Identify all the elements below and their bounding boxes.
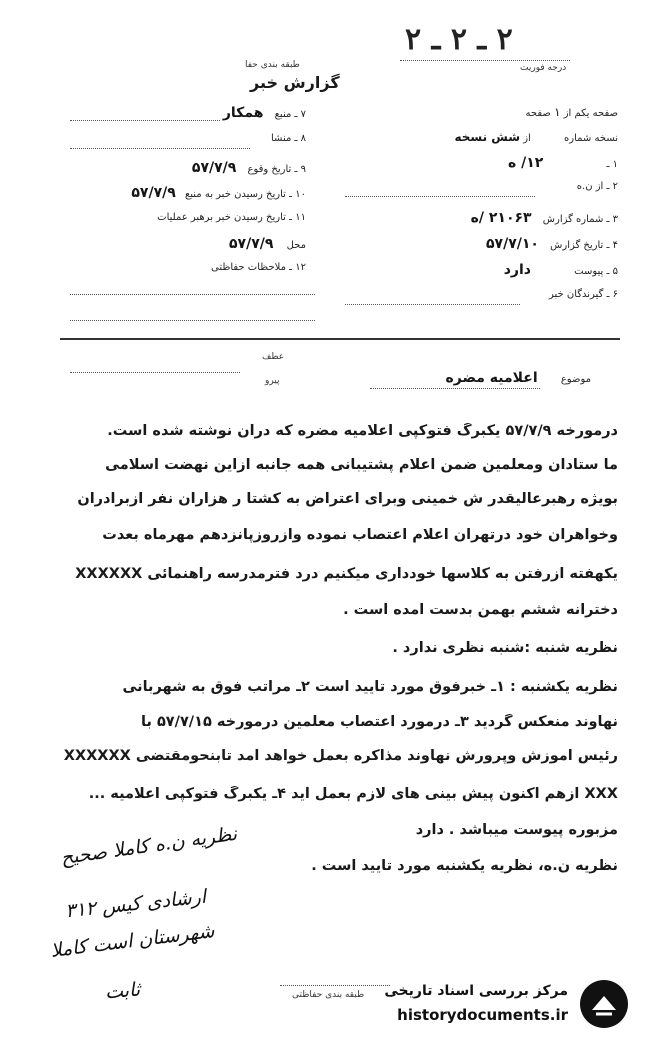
- notes-dotline-1: [70, 294, 315, 295]
- field-4-value: ۵۷/۷/۱۰: [486, 236, 539, 252]
- report-title: گزارش خبر: [250, 73, 340, 92]
- field-1-label: ۱ ـ: [606, 159, 618, 170]
- security-notes-row: [211, 262, 306, 273]
- source-label: ۷ ـ منبع: [274, 109, 306, 120]
- origin-dotline: [70, 148, 250, 149]
- header-separator: [60, 338, 620, 340]
- origin-label: ۸ ـ منشا: [270, 133, 306, 144]
- page-label: [526, 105, 619, 119]
- body-line: نظریه ن.ه، نظریه یکشنبه مورد تایید است .: [311, 858, 618, 874]
- handwritten-note: نظریه ن.ه کاملا صحیح: [59, 822, 239, 870]
- field-6-row: [549, 289, 618, 300]
- field-6-label: ۶ ـ گیرندگان خبر: [548, 289, 618, 300]
- watermark-url: historydocuments.ir: [397, 1006, 568, 1024]
- ops-receipt-row: [157, 212, 306, 223]
- copy-number-suffix: از: [523, 133, 531, 144]
- copy-number-label: نسخه شماره: [564, 133, 618, 144]
- source-receipt-value: ۵۷/۷/۹: [131, 185, 176, 201]
- field-2-row: [577, 181, 618, 192]
- occurrence-date-value: ۵۷/۷/۹: [191, 160, 237, 176]
- body-line: نظریه یکشنبه : ۱ـ خبرفوق مورد تایید است ۲ـ مراتب فوق به شهربانی: [122, 679, 618, 695]
- body-line: رئیس آموزش وپرورش نهاوند مذاکره بعمل خواهد آمد تابنحومقتضی XXXXXX: [63, 748, 618, 764]
- subject-value: اعلامیه مضره: [445, 370, 538, 386]
- body-line: XXX ازهم اکنون پیش بینی های لازم بعمل آید ۴ـ یکبرگ فتوکپی اعلامیه ...: [88, 786, 618, 802]
- field-2-dotline: [345, 196, 535, 197]
- field-1-value: ۱۲/ ه: [507, 155, 544, 171]
- location-label: محل: [286, 240, 306, 251]
- handwritten-note: شهرستان است کاملا: [49, 920, 216, 962]
- archive-logo-icon: [578, 978, 630, 1030]
- ops-receipt-label: ۱۱ ـ تاریخ رسیدن خبر برهبر عملیات: [157, 212, 306, 223]
- subject-dotline: [370, 388, 540, 389]
- location-value: ۵۷/۷/۹: [229, 236, 274, 252]
- reference-payro-label: پیرو: [265, 376, 280, 386]
- body-line: وخواهران خود درتهران اعلام اعتصاب نموده وازروزپانزدهم مهرماه بعدت: [102, 527, 618, 543]
- field-5-label: ۵ ـ پیوست: [574, 266, 618, 277]
- security-notes-label: ۱۲ ـ ملاحظات حفاظتی: [211, 262, 306, 273]
- source-receipt-label: ۱۰ ـ تاریخ رسیدن خبر به منبع: [184, 189, 306, 200]
- copy-number-row: [454, 130, 618, 144]
- notes-dotline-2: [70, 320, 315, 321]
- page-of-label: صفحه یکم از: [563, 108, 618, 119]
- body-line: بویژه رهبرعالیقدر ش خمینی وبرای اعتراض به کشتا ر هزاران نفر ازبرادران: [77, 491, 618, 507]
- copy-number-value: شش نسخه: [454, 130, 521, 144]
- location-row: [229, 236, 306, 252]
- field-4-row: [486, 236, 618, 252]
- source-row: [223, 105, 306, 121]
- subject-label: موضوع: [560, 374, 591, 385]
- handwritten-note: ارشادی کیس ۳۱۲: [64, 885, 207, 923]
- body-line: دخترانه ششم بهمن بدست آمده است .: [343, 602, 618, 618]
- footer-classification-label: طبقه بندی حفاظتی: [292, 990, 365, 1000]
- field-5-row: [504, 262, 618, 278]
- occurrence-date-row: [192, 160, 306, 176]
- handwritten-note: ثابت: [104, 978, 141, 1004]
- priority-label: درجه فوریت: [520, 63, 567, 73]
- reference-dotline: [70, 372, 240, 373]
- reference-atf-label: عطف: [262, 352, 285, 362]
- source-receipt-row: [131, 185, 306, 201]
- field-4-label: ۴ ـ تاریخ گزارش: [550, 240, 618, 251]
- body-line: نهاوند منعکس گردید ۳ـ درمورد اعتصاب معلمین درمورخه ۵۷/۷/۱۵ با: [141, 714, 618, 730]
- body-line: یکهفته ازرفتن به کلاسها خودداری میکنیم درد فترمدرسه راهنمائی XXXXXX: [75, 566, 618, 582]
- watermark-title: مرکز بررسی اسناد تاریخی: [384, 983, 568, 999]
- field-1-row: [508, 155, 618, 171]
- priority-dotline: [400, 60, 570, 61]
- handwritten-code: ۲ ـ ۲ ـ ۲: [405, 22, 513, 57]
- field-3-label: ۳ ـ شماره گزارش: [542, 214, 618, 225]
- field-2-label: ۲ ـ از ن.ه: [576, 181, 618, 192]
- body-line: ما ستادان ومعلمین ضمن اعلام پشتیبانی همه جانبه ازاین نهضت اسلامی: [105, 457, 618, 473]
- occurrence-date-label: ۹ ـ تاریخ وقوع: [247, 164, 306, 175]
- body-line: درمورخه ۵۷/۷/۹ یکبرگ فتوکپی اعلامیه مضره که درآن نوشته شده است.: [107, 423, 618, 439]
- subject-row: [445, 370, 591, 386]
- field-6-dotline: [345, 304, 520, 305]
- field-5-value: دارد: [503, 262, 531, 278]
- body-line: نظریه شنبه :شنبه نظری ندارد .: [392, 640, 618, 656]
- field-3-row: [471, 210, 618, 226]
- page-value: ۱: [554, 105, 561, 119]
- field-3-value: ۲۱۰۶۳ /ه: [470, 210, 532, 226]
- body-line: مزبوره پیوست میباشد . دارد: [415, 822, 618, 838]
- source-dotline: [70, 120, 220, 121]
- origin-row: [271, 133, 306, 144]
- footer-dotline: [280, 985, 390, 986]
- page-suffix: صفحه: [525, 108, 551, 119]
- classification-label: طبقه بندی حفا: [245, 60, 300, 70]
- source-value: همکار: [222, 105, 264, 121]
